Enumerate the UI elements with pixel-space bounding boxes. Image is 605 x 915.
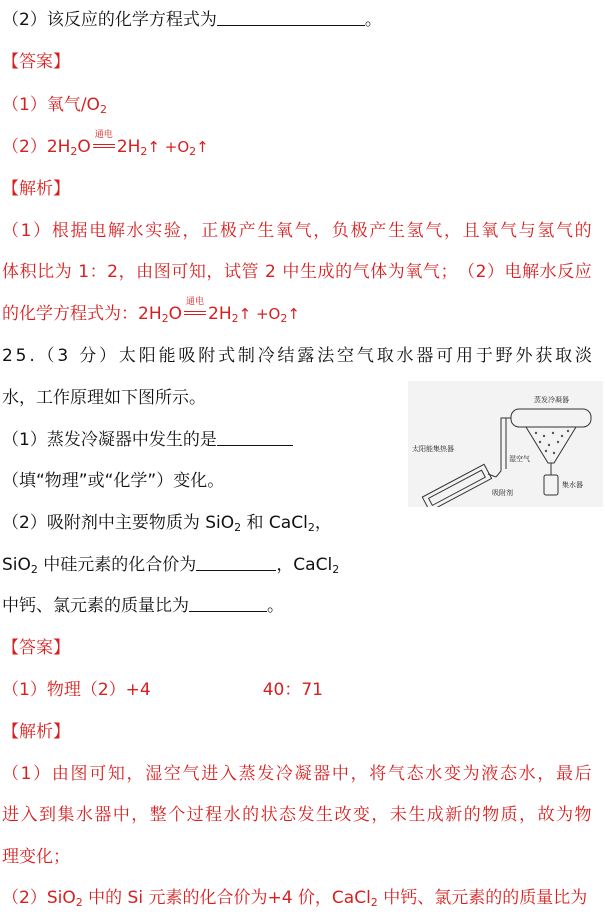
analysis-label: 【解析】 (2, 722, 70, 742)
answer-label: 【答案】 (2, 52, 70, 72)
analysis-text: 进 入 到 集 水 器 中 ， 整 个 过 程 水 的 状 态 发 生 改 变 ， 未 生 成 新 的 物 质 ， 故 为 物 (2, 805, 592, 825)
question-text: （填“物理”或“化学”）变化。 (2, 471, 225, 491)
answer-line-25: （1）物理（2）+4 40：71 (2, 680, 323, 700)
question-25-part1: （1）蒸发冷凝器中发生的是 (2, 428, 293, 452)
question-25-valence: SiO$_2$ 中硅元素的化合价为 ，CaCl$_2$ (2, 555, 340, 576)
analysis-equation: 的化学方程式为：$2H_2O$ 通电 $2H_2↑$ $+O_2↑$ (2, 297, 300, 325)
question-25-ratio: 中钙、氯元素的质量比为 。 (2, 596, 284, 616)
evaporator-label: 蒸发冷凝器 (534, 396, 569, 404)
apparatus-diagram (408, 381, 603, 507)
analysis-text: （ 1 ） 由 图 可 知 ， 湿 空 气 进 入 蒸 发 冷 凝 器 中 ， 将 气 态 水 变 为 液 态 水 ， 最 后 (2, 764, 592, 784)
analysis-text-ratio: （2）SiO$_2$ 中的 Si 元素的化合价为+4 价，CaCl$_2$ 中钙、氯元素的的质量比为 (2, 888, 588, 909)
wet-air-label: 湿空气 (509, 455, 530, 463)
analysis-label: 【解析】 (2, 179, 70, 199)
analysis-text: 体 积 比 为 1 ： 2 ， 由 图 可 知 ， 试 管 2 中 生 成 的 气 体 为 氧 气 ； （ 2 ） 电 解 水 反 应 (2, 262, 592, 282)
adsorbent-label: 吸附剂 (492, 489, 513, 497)
solar-collector-label: 太阳能集热器 (412, 445, 454, 453)
question-25-title: 2 5 . （ 3 分 ） 太 阳 能 吸 附 式 制 冷 结 露 法 空 气 取 水 器 可 用 于 野 外 获 取 淡 (2, 346, 592, 366)
answer-line-2: $(2)2H_2O$ 通电 $2H_2↑$ $+O_2↑$ (2, 130, 209, 158)
reaction-condition: 通电 (183, 303, 207, 321)
water-collector-label: 集水器 (562, 481, 583, 489)
answer-blank (196, 554, 276, 571)
equals-bar (184, 311, 206, 315)
analysis-text: 理变化； (2, 847, 70, 867)
question-text: 水，工作原理如下图所示。 (2, 388, 206, 408)
answer-blank (217, 9, 365, 26)
answer-line-1: （1）氧气$/O_2$ (2, 95, 107, 116)
answer-blank (189, 595, 267, 612)
question-2-line: （2）该反应的化学方程式为 。 (2, 10, 382, 30)
answer-label: 【答案】 (2, 638, 70, 658)
reaction-condition: 通电 (92, 136, 116, 154)
analysis-text: （ 1 ） 根 据 电 解 水 实 验 ， 正 极 产 生 氧 气 ， 负 极 产 生 氢 气 ， 且 氧 气 与 氢 气 的 (2, 221, 592, 241)
answer-blank (217, 429, 293, 446)
question-25-part2: （2）吸附剂中主要物质为 SiO$_2$ 和 CaCl$_2$， (2, 513, 332, 534)
equals-bar (93, 144, 115, 148)
